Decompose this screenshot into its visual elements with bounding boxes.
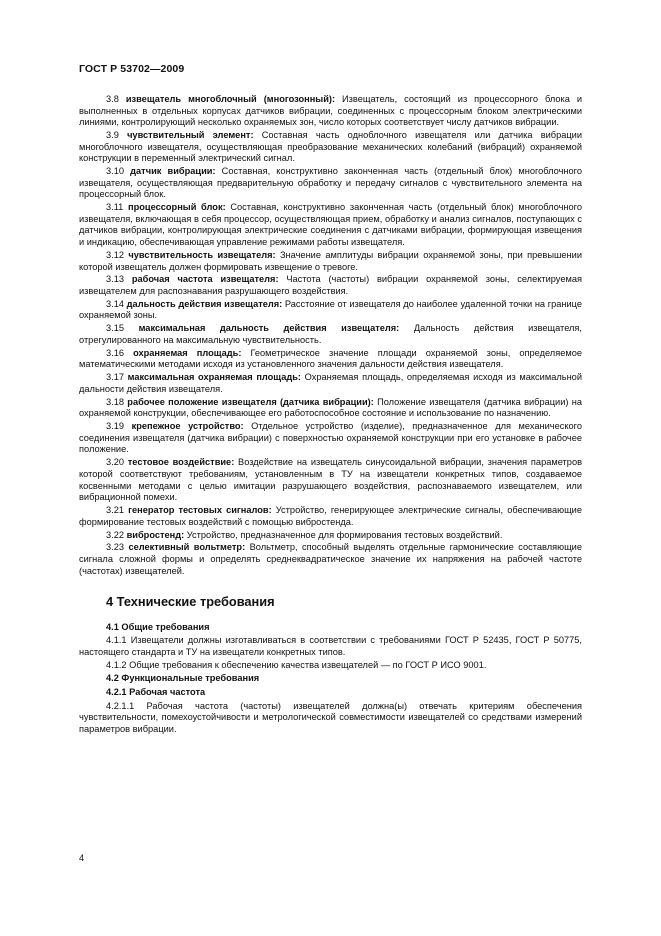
definition-text: Геометрическое значение площади охраняемой зоны, определяемое математическими методами исходя из установленного значения дальности действия извещателя. bbox=[79, 347, 583, 370]
definition-paragraph bbox=[79, 130, 582, 165]
definition-text: Отдельное устройство (изделие), предназначенное для механического соединения извещателя (датчика вибрации) с поверхностью охраняемой конструкции при его установке в рабочее положение. bbox=[79, 421, 582, 455]
definition-paragraph bbox=[79, 530, 582, 542]
definition-paragraph bbox=[79, 397, 582, 420]
definition-paragraph bbox=[79, 166, 582, 201]
paragraph-4-1-2: 4.1.2 Общие требования к обеспечению качества извещателей — по ГОСТ Р ИСО 9001. bbox=[106, 659, 487, 670]
definition-paragraph bbox=[79, 250, 582, 273]
definition-number: 3.22 bbox=[106, 529, 125, 540]
definition-paragraph bbox=[79, 542, 582, 577]
section-4-1-title: 4.1 Общие требования bbox=[106, 621, 210, 632]
definition-text: Положение извещателя (датчика вибрации) на охраняемой конструкции, обеспечивающее его работоспособное состояние и использование по назначению. bbox=[79, 396, 582, 419]
definition-number: 3.18 bbox=[106, 396, 125, 407]
definition-paragraph bbox=[79, 505, 582, 528]
paragraph-4-2-1-1: 4.2.1.1 Рабочая частота (частоты) извещателей должна(ы) отвечать критериям обеспечения чувствительности, помехоустойчивости и метрологической совместимости извещателей со средствами измерений параметров вибрации. bbox=[79, 700, 582, 734]
definition-number: 3.20 bbox=[106, 457, 125, 468]
definition-term: дальность действия извещателя: bbox=[126, 298, 283, 309]
definition-term: крепежное устройство: bbox=[131, 421, 244, 432]
definition-number: 3.19 bbox=[106, 421, 125, 432]
definition-text: Составная, конструктивно законченная часть (отдельный блок) многоблочного извещателя, включающая в себя процессор, осуществляющая прием, обработку и анализ сигналов, поступающих с датчиков вибрации, контролирующая электрические соединения с датчиками вибрации, формирующая извещения и индикацию, обеспечивающая управление режимами работы извещателя. bbox=[79, 202, 582, 248]
definition-term: извещатель многоблочный (многозонный): bbox=[125, 94, 336, 104]
definition-term: датчик вибрации: bbox=[130, 166, 216, 177]
definition-term: рабочее положение извещателя (датчика вибрации): bbox=[127, 396, 374, 407]
definition-text: Вольтметр, способный выделять отдельные гармонические составляющие сигнала сложной формы и определять среднеквадратическое значение их напряжения на рабочей частоте (частотах) извещателей. bbox=[79, 542, 582, 576]
definition-paragraph bbox=[79, 299, 582, 322]
definition-term: процессорный блок: bbox=[128, 202, 226, 213]
definition-paragraph bbox=[79, 94, 582, 129]
section-4-2-1-title: 4.2.1 Рабочая частота bbox=[106, 687, 206, 698]
definition-text: Воздействие на извещатель синусоидальной вибрации, значения параметров которой соответствуют требованиям, установленным в ТУ на извещатели конкретных типов, создаваемое косвенными методами с целью имитации разрушающего воздействия, распознаваемого извещателем, или вибрационной помехи. bbox=[79, 457, 583, 503]
definition-term: тестовое воздействие: bbox=[127, 457, 235, 468]
definition-term: генератор тестовых сигналов: bbox=[128, 505, 272, 516]
definitions-list bbox=[79, 94, 582, 577]
definition-term: охраняемая площадь: bbox=[133, 347, 242, 358]
definition-text: Устройство, генерирующее электрические сигналы, обеспечивающие формирование тестовых воздействий с помощью вибростенда. bbox=[79, 505, 582, 527]
definition-number: 3.23 bbox=[106, 542, 125, 553]
page-number: 4 bbox=[79, 853, 85, 863]
definition-paragraph bbox=[79, 274, 582, 297]
definition-text: Устройство, предназначенное для формирования тестовых воздействий. bbox=[184, 529, 503, 540]
definition-text: Частота (частоты) вибрации охраняемой зоны, селектируемая извещателем для распознавания разрушающего воздействия. bbox=[79, 274, 582, 296]
definition-term: селективный вольтметр: bbox=[128, 542, 246, 553]
definition-term: вибростенд: bbox=[126, 529, 185, 540]
definition-text: Расстояние от извещателя до наиболее удаленной точки на границе охраняемой зоны. bbox=[79, 298, 582, 321]
definition-paragraph bbox=[79, 323, 582, 346]
document-header: ГОСТ Р 53702—2009 bbox=[79, 63, 185, 75]
definition-term: рабочая частота извещателя: bbox=[131, 274, 279, 285]
definition-number: 3.12 bbox=[106, 249, 125, 260]
definition-text: Составная часть одноблочного извещателя или датчика вибрации многоблочного извещателя, осуществляющая преобразование механических колебаний (вибраций) охраняемой конструкции в переменный электрический сигнал. bbox=[79, 130, 582, 164]
definition-paragraph bbox=[79, 348, 582, 371]
definition-number: 3.15 bbox=[106, 323, 125, 334]
paragraph-4-1-1: 4.1.1 Извещатели должны изготавливаться в соответствии с требованиями ГОСТ Р 52435, ГОСТ Р 50775, настоящего стандарта и ТУ на извещатели конкретных типов. bbox=[79, 635, 582, 657]
definition-number: 3.21 bbox=[106, 505, 125, 516]
definition-paragraph bbox=[79, 202, 582, 248]
definition-term: чувствительный элемент: bbox=[127, 130, 254, 141]
section-4-title: 4 Технические требования bbox=[106, 594, 275, 610]
definition-number: 3.16 bbox=[106, 347, 125, 358]
definition-text: Значение амплитуды вибрации охраняемой зоны, при превышении которой извещатель должен формировать извещение о тревоге. bbox=[79, 249, 582, 272]
definition-number: 3.14 bbox=[106, 298, 125, 309]
definition-number: 3.17 bbox=[106, 372, 125, 383]
definition-text: Охраняемая площадь, определяемая исходя из максимальной дальности действия извещателя. bbox=[79, 372, 582, 394]
definition-paragraph bbox=[79, 457, 582, 503]
definition-text: Извещатель, состоящий из процессорного блока и выполненных в отдельных корпусах датчиков вибрации, соединенных с процессорным блоком электрическими линиями, контролирующий несколько охраняемых зон, число которых соответствует числу датчиков вибрации. bbox=[79, 94, 582, 128]
definition-number: 3.13 bbox=[106, 274, 125, 285]
definition-term: максимальная охраняемая площадь: bbox=[127, 372, 302, 383]
definition-term: максимальная дальность действия извещателя: bbox=[138, 323, 400, 334]
section-4-2-title: 4.2 Функциональные требования bbox=[106, 673, 260, 684]
definition-text: Составная, конструктивно законченная часть (отдельный блок) многоблочного извещателя, осуществляющая предварительную обработку и передачу сигналов с чувствительного элемента на процессорный блок. bbox=[79, 166, 582, 200]
definition-number: 3.9 bbox=[106, 130, 119, 141]
definition-term: чувствительность извещателя: bbox=[128, 249, 276, 260]
definition-paragraph bbox=[79, 421, 582, 456]
document-body bbox=[79, 94, 582, 737]
definition-number: 3.10 bbox=[106, 166, 125, 177]
definition-text: Дальность действия извещателя, отрегулированного на максимальную чувствительность. bbox=[79, 323, 583, 345]
definition-number: 3.11 bbox=[106, 202, 124, 213]
definition-paragraph bbox=[79, 372, 582, 395]
definition-number: 3.8 bbox=[106, 94, 119, 104]
